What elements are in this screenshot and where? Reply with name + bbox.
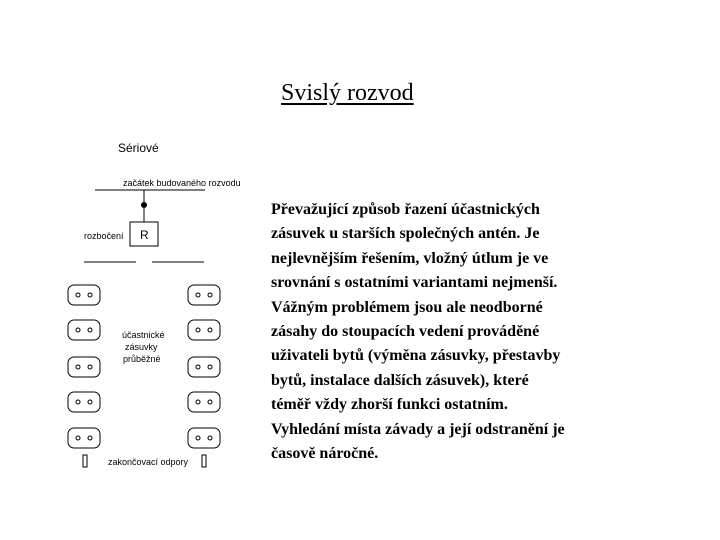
description-line: zásuvek u starších společných antén. Je: [271, 225, 540, 243]
right-outlet-column: [188, 285, 220, 448]
outlet-socket: [188, 392, 220, 412]
description-line: zásahy do stoupacích vedení prováděné: [271, 323, 540, 341]
splitter-label: rozbočení: [84, 231, 124, 241]
diagram-heading: Sériové: [118, 141, 159, 155]
outlet-socket: [188, 428, 220, 448]
description-line: Převažující způsob řazení účastnických: [271, 201, 540, 218]
description-line: Vyhledání místa závady a její odstranění je: [271, 420, 565, 438]
outlets-label-2: zásuvky: [125, 342, 158, 352]
description-line: srovnání s ostatními variantami nejmenší.: [271, 274, 558, 292]
description-line: Vážným problémem jsou ale neodborné: [271, 298, 543, 316]
description-line: bytů, instalace dalších zásuvek), které: [271, 371, 529, 389]
right-outlet-pins: [196, 293, 212, 440]
outlet-socket: [188, 285, 220, 305]
outlet-socket: [68, 320, 100, 340]
description-line: nejlevnějším řešením, vložný útlum je ve: [271, 249, 549, 267]
page-title: Svislý rozvod: [281, 80, 414, 106]
outlets-label-1: účastnické: [122, 330, 165, 340]
left-outlet-column: [68, 285, 100, 448]
outlet-socket: [188, 320, 220, 340]
terminator-label: zakončovací odpory: [108, 457, 189, 467]
description-line: časově náročné.: [271, 445, 379, 463]
start-label: začátek budovaného rozvodu: [123, 178, 241, 188]
left-terminator: [83, 455, 87, 467]
description-line: téměř vždy zhorší funkci ostatním.: [271, 396, 508, 414]
outlets-label-3: průběžné: [123, 354, 161, 364]
right-terminator: [202, 455, 206, 467]
outlet-socket: [68, 285, 100, 305]
splitter-symbol: R: [140, 228, 149, 242]
outlet-socket: [68, 357, 100, 377]
outlet-socket: [188, 357, 220, 377]
outlet-socket: [68, 428, 100, 448]
outlet-socket: [68, 392, 100, 412]
description-text: [271, 198, 651, 466]
left-outlet-pins: [76, 293, 92, 440]
description-line: uživateli bytů (výměna zásuvky, přestavby: [271, 347, 561, 365]
